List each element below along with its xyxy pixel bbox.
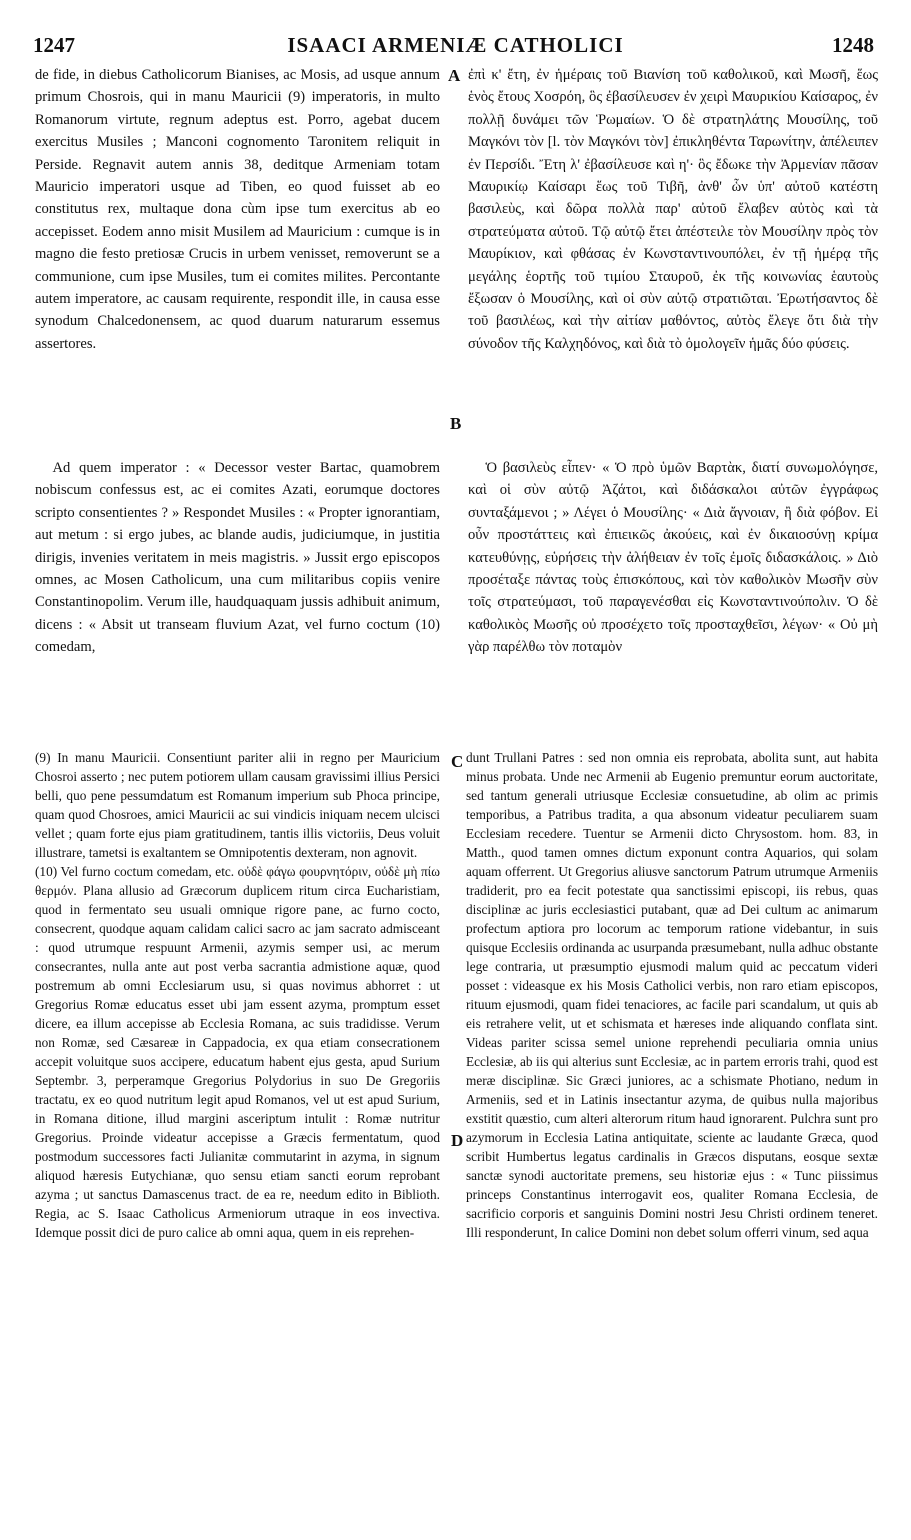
left-page-number: 1247	[33, 33, 75, 57]
latin-column-middle	[35, 457, 440, 727]
right-page-number: 1248	[832, 33, 874, 57]
margin-marker-a: A	[448, 66, 461, 85]
margin-marker-d: D	[451, 1131, 464, 1150]
running-title: ISAACI ARMENIÆ CATHOLICI	[287, 33, 624, 57]
latin-paragraph-1: de fide, in diebus Catholicorum Bianises, ac Mosis, ad usque annum primum Chosrois, qui in manu Mauricii (9) imperatoris, in multo Romanorum virtute, regnum adeptus est. Porro, agebat ducem exercitus Musiles ; Manconi cognomento Taronitem reliquit in Perside. Regnavit autem annis 38, deditque Armeniam totam Mauricio imperatori usque ad Tiben, eo quod fuisset ab eo constitutus rex, multaque dona cùm ipse tum exercitus ab eo accepisset. Eodem anno misit Musilem ad Mauricium : cumque is in magno die festo pretiosæ Crucis in urbem venisset, removerunt se a communione, cum ipse Musiles, tum ei comites milites. Percontante autem imperatore, ac causam requirente, respondit ille, in causa esse synodum Chalcedonensem, ac quod duarum naturarum essemus assertores.	[35, 67, 440, 352]
footnotes-left-column	[35, 748, 440, 1478]
greek-paragraph-1: ἐπὶ κ' ἔτη, ἐν ἡμέραις τοῦ Βιανίση τοῦ καθολικοῦ, καὶ Μωσῆ, ἕως ἑνὸς ἔτους Χοσρόη, ὃς ἐβασίλευσεν ἐν χειρὶ Μαυρικίου Καίσαρος, ἐν πολλῇ δυνάμει τῶν Ῥωμαίων. Ὁ δὲ στρατηλάτης Μουσίλης, τοῦ Μαγκόνι τὸν [l. τὸν Μαγκόνι τὸν] ἐπικληθέντα Ταρωνίτην, ἀπέλειπεν ἐν Περσίδι. Ἔτη λ' ἐβασίλευσε καὶ η'· ὃς ἔδωκε τὴν Ἀρμενίαν πᾶσαν Μαυρικίῳ Καίσαρι ἕως τοῦ Τιβῆ, ἀνθ' ὧν ὑπ' αὐτοῦ κατέστη βασιλεὺς, καὶ δῶρα πολλὰ παρ' αὐτοῦ ἔλαβεν αὐτὸς καὶ τὰ στρατεύματα αὐτοῦ. Τῷ αὐτῷ ἔτει ἀπέστειλε τὸν Μουσίλην πρὸς τὸν Μαυρίκιον, καὶ φθάσας ἐν Κωνσταντινουπόλει, ἐν τῇ ἡμέρᾳ τῆς μεγάλης ἑορτῆς τοῦ τιμίου Σταυροῦ, ἐκ τῆς κοινωνίας ἑαυτοὺς ἔξωσαν ὁ Μουσίλης, καὶ οἱ σὺν αὐτῷ στρατιῶται. Ἐρωτήσαντος δὲ τοῦ βασιλέως, καὶ τὴν αἰτίαν μαθόντος, αὐτὸς ἔλεγε ὅτι διὰ τὴν σύνοδον τῆς Καλχηδόνος, καὶ διὰ τὸ ὁμολογεῖν ἡμᾶς δύο φύσεις.	[468, 67, 878, 352]
margin-marker-b: B	[450, 414, 462, 433]
greek-column-middle	[468, 457, 878, 727]
footnotes-right-column	[466, 748, 878, 1478]
footnote-10-continued: dunt Trullani Patres : sed non omnia eis reprobata, abolita sunt, aut habita minus probata. Unde nec Armenii ab Eugenio premuntur eorum auctoritate, sed tantum generali utriusque Ecclesiæ consuetudine, ab olim ac primis temporibus, a Patribus tradita, a qua absonum videatur peculiarem suam Ecclesiam recedere. Tuentur se Armenii dicto Chrysostom. hom. 83, in Matth., quod tamen omnes dictum exponunt contra Aquarios, qui solam aquam offerrent. Ut Gregorius aliusve sanctorum Patrum utrumque Armeniis tradiderit, pro ea fecit potestate qua sanctissimi episcopi, iis rebus, quas disciplinæ ac juris ecclesiastici putabant, quæ ad Dei cultum ac animarum profectum aptiora pro locorum ac temporum ratione videbantur, in suis quisque Ecclesiis ordinanda ac usurpanda præsumebant, nulla adhuc obstante lege contraria, ut præsumptio ejusmodi malum quid ac peccatum videri posset : videasque ex his Mosis Catholici verbis, non raro etiam episcopos, rituum ejusmodi, quam fidei tenaciores, ac facile pari scandalum, ut quis ab eis retrahere velit, ut et schismata et hæreses inde aliquando conflata sint. Videas pariter scissa semel unione reprehendi peculiaria omnia unius Ecclesiæ, ab iis qui alterius sunt Ecclesiæ, ac in partem erroris trahi, quod est meræ disciplinæ. Sic Græci juniores, ac a schismate Photiano, nedum in Armeniis, sed et in Latinis insectantur azyma, de quibus nulla majoribus exstitit quæstio, cum alteri alterorum ritum haud ignorarent. Pulchra sunt pro azymorum in Ecclesia Latina antiquitate, sciente ac laudante Græca, quod scribit Humbertus legatus cardinalis in Græcos disputans, eosque sextæ sanctæ synodi auctoritate premens, seu historiæ ejus : « Tunc piissimus princeps Constantinus interrogavit eos, qualiter Romana Ecclesia, de sacrificio corporis et sanguinis Domini nostri Jesu Christi ordinem teneret. Illi responderunt, In calice Domini non debet solum offerri vinum, sed aqua	[466, 750, 878, 1240]
footnote-9: (9) In manu Mauricii. Consentiunt pariter alii in regno per Mauricium Chosroi asserto ; nec putem potiorem ullam causam gravissimi illius Persici belli, quo pene pessumdatum est Romanum imperium sub Phoca principe, quam quod Chosroes, amici Mauricii ac sui vindicis iniquam necem ulcisci vellet ; quam forte ejus piam gratitudinem, tantis illis victoriis, Deus voluit illustrare, tametsi is exaltantem se Omnipotentis dexteram, non agnovit.	[35, 750, 440, 860]
greek-paragraph-2: Ὁ βασιλεὺς εἶπεν· « Ὁ πρὸ ὑμῶν Βαρτὰκ, διατί συνωμολόγησε, καὶ οἱ σὺν αὐτῷ Ἀζάτοι, καὶ διδάσκαλοι αὐτῶν ἐγγράφως συνταξάμενοι ; » Λέγει ὁ Μουσίλης· « Διὰ ἄγνοιαν, ἢ διὰ φόβον. Εἰ οὖν προστάττεις καὶ ἐπιεικῶς ἀκούεις, καὶ ἐν δικαιοσύνῃ κρίμα κατευθύνῃς, εὑρήσεις τὴν ἀλήθειαν ἐν τοῖς ἐμοῖς διδασκάλοις. » Διὸ προσέταξε πάντας τοὺς ἐπισκόπους, καὶ τὸν καθολικὸν Μωσῆν σὺν τοῖς στρατεύμασι, τοῦ παραγενέσθαι εἰς Κωνσταντινούπολιν. Ὁ δὲ καθολικὸς Μωσῆς οὐ προσέχετο τοῖς προσταχθεῖσι, λέγων· « Οὐ μὴ γὰρ παρέλθω τὸν ποταμὸν	[468, 460, 878, 656]
latin-column-top	[35, 64, 440, 454]
greek-column-top	[468, 64, 878, 454]
latin-paragraph-2: Ad quem imperator : « Decessor vester Bartac, quamobrem nobiscum confessus est, ac ei comites Azati, eorumque doctores scripto consentientes ? » Respondet Musiles : « Propter ignorantiam, aut metum : si ergo jubes, ac blande audis, judiciumque, in justitia dirigis, invenies veritatem in meis magistris. » Jussit ergo episcopos omnes, ac Mosen Catholicum, una cum militaribus copiis venire Constantinopolim. Verum ille, haudquaquam jussis adhibuit animum, dicens : « Absit ut transeam fluvium Azat, vel furno coctum (10) comedam,	[35, 460, 440, 656]
footnote-10: (10) Vel furno coctum comedam, etc. οὐδὲ φάγω φουρνητόριν, οὐδὲ μὴ πίω θερμόν. Plana allusio ad Græcorum duplicem ritum circa Eucharistiam, quod in fermentato seu usuali omnique rigore pane, ac furno cocto, consecrent, quodque aquam calidam calici sacro ac jam sacrato admisceant : quod utrumque respuunt Armenii, azymis semper usi, ac merum consecrantes, nulla ante aut post verba sacrantia admistione aquæ, quod postremum ab omni Ecclesiarum usu, si quas novimus abhorret : ut Gregorius Romæ educatus esset ubi jam essent azyma, promptum esset dicere, ea illum accepisse ab Ecclesia Romana, ac suis tradidisse. Verum non Romæ, sed Cæsareæ in Cappadocia, ex qua etiam consecrationem accepit voluitque suos accipere, educatum habent ejus gesta, apud Surium Septembr. 3, perperamque Gregorius Polydorius in suo De Gregoriis tractatu, ex eo quod nutritum legit apud Romanos, vel ut est apud Surium, in Romana ditione, illud margini asceriptum intulit : Romæ nutritur Gregorius. Proinde videatur accepisse a Græcis fermentatum, quod postmodum successores facti Julianitæ commutarint in azyma, in signum aliquod hæresis Eutychianæ, quo sensu etiam sancti eorum reprobant azyma ; ut sanctus Damascenus tract. de ea re, needum edito in Biblioth. Regia, ac S. Isaac Catholicus Armeniorum utraque in eos invectiva. Idemque possit dici de puro calice ab omni aqua, quem in eis reprehen-	[35, 864, 440, 1240]
margin-marker-c: C	[451, 752, 464, 771]
